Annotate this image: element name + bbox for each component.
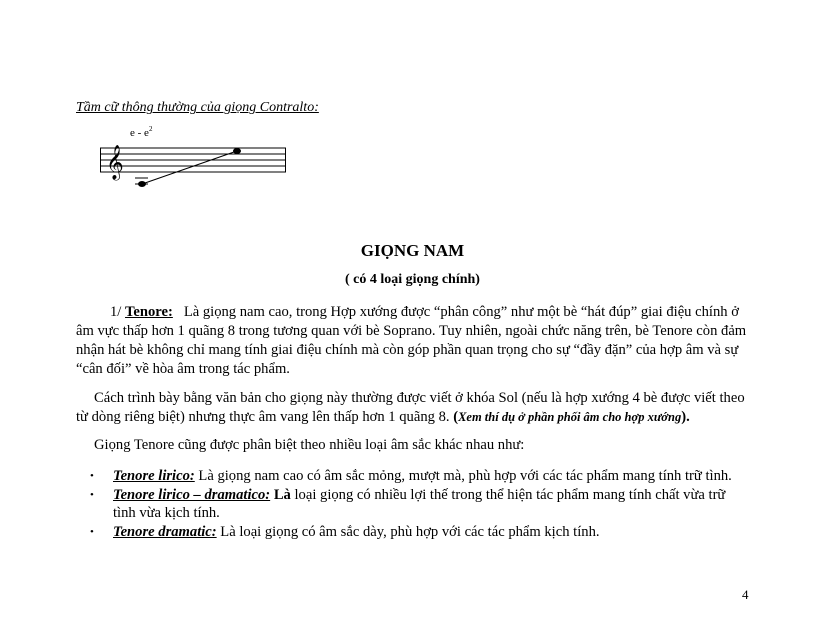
type-term: Tenore lirico – dramatico: [113,486,271,503]
paren-open: ( [453,409,459,425]
timbre-intro [76,436,748,455]
treble-clef-icon: 𝄞 [106,145,124,180]
type-desc: Là loại giọng có âm sắc dày, phù hợp với các tác phẩm kịch tính. [220,523,600,540]
list-item [76,523,748,542]
type-lead: Là [273,486,291,503]
tenore-term: Tenore: [125,304,173,320]
timbre-intro-text: Giọng Tenore cũng được phân biệt theo nhiều loại âm sắc khác nhau như: [94,437,525,453]
range-line [145,152,234,183]
type-desc: Là giọng nam cao có âm sắc mỏng, mượt mà, phù hợp với các tác phẩm mang tính trữ tình. [198,468,732,484]
bullet-icon: • [90,488,94,501]
para-number: 1/ [110,304,122,320]
notation-text: Cách trình bày bằng văn bản cho giọng này thường được viết ở khóa Sol (nếu là hợp xướng 4 bè được viết theo từ dòng riêng biệt) nhưng thực âm vang lên thấp hơn 1 quãng 8. [76,390,745,425]
tenor-types-list [76,467,748,541]
range-heading: Tầm cữ thông thường của giọng Contralto: [76,100,319,115]
list-item [76,467,748,486]
contralto-range-staff [100,122,290,199]
high-note [233,148,241,154]
type-desc: loại giọng có nhiều lợi thế trong thể hiện tác phẩm mang tính chất vừa trữ tình vừa kịch tính. [113,486,726,521]
music-staff-figure [100,122,290,194]
notation-paragraph [76,389,748,427]
section-subtitle: ( có 4 loại giọng chính) [345,272,480,287]
list-item [76,486,748,523]
range-label: e - $e^2$ [130,125,153,139]
type-term: Tenore dramatic: [113,523,217,540]
type-term: Tenore lirico: [113,468,195,484]
example-note: Xem thí dụ ở phần phối âm cho hợp xướng [458,410,682,424]
page-number: 4 [742,587,749,602]
staff-lines [100,148,286,172]
bullet-icon: • [90,525,94,538]
tenore-text: Là giọng nam cao, trong Hợp xướng được “phân công” như một bè “hát đúp” giai điệu chính ở âm vực thấp hơn 1 quãng 8 trong tương quan với bè Soprano. Tuy nhiên, ngoài chức năng trên, bè Tenore còn đảm nhận hát bè không chỉ mang tính giai điệu chính mà còn góp phần quan trọng cho sự “đầy đặn” của hợp âm và sự “cân đối” về hòa âm trong tác phẩm. [76,304,747,377]
tenore-paragraph [76,303,748,379]
bullet-icon: • [90,470,94,482]
paren-close: ). [681,409,690,425]
section-title: GIỌNG NAM [360,241,465,260]
low-note [138,181,146,187]
